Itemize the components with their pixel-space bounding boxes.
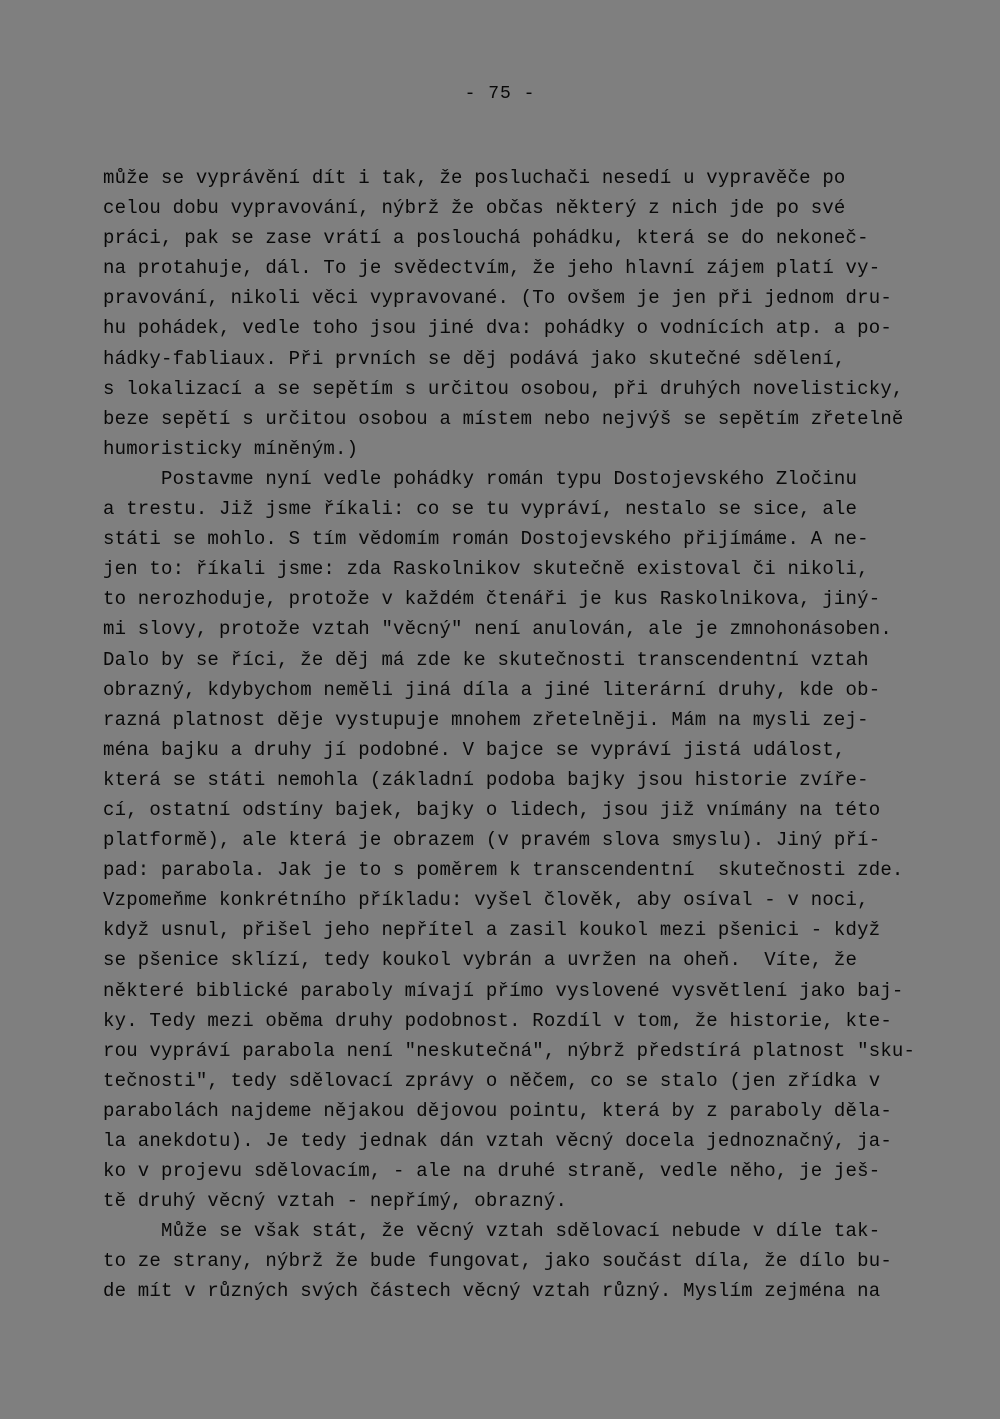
text-line: ména bajku a druhy jí podobné. V bajce se vypráví jistá událost, — [103, 738, 846, 761]
text-line: tě druhý věcný vztah - nepřímý, obrazný. — [103, 1190, 568, 1213]
body-text — [103, 163, 923, 1307]
text-line: to nerozhoduje, protože v každém čtenáři je kus Raskolnikova, jiný- — [103, 588, 881, 611]
text-line: platformě), ale která je obrazem (v pravém slova smyslu). Jiný pří- — [103, 829, 881, 852]
text-line: státi se mohlo. S tím vědomím román Dostojevského přijímáme. A ne- — [103, 528, 869, 551]
text-line: na protahuje, dál. To je svědectvím, že jeho hlavní zájem platí vy- — [103, 257, 881, 280]
text-line: pad: parabola. Jak je to s poměrem k transcendentní skutečnosti zde. — [103, 859, 904, 882]
text-line: obrazný, kdybychom neměli jiná díla a jiné literární druhy, kde ob- — [103, 678, 881, 701]
text-line: pravování, nikoli věci vypravované. (To ovšem je jen při jednom dru- — [103, 287, 892, 310]
text-line: rou vypráví parabola není "neskutečná", nýbrž předstírá platnost "sku- — [103, 1039, 916, 1062]
page-number: - 75 - — [464, 84, 536, 104]
text-line: Může se však stát, že věcný vztah sdělovací nebude v díle tak- — [103, 1220, 881, 1243]
text-line: práci, pak se zase vrátí a poslouchá pohádku, která se do nekoneč- — [103, 227, 869, 250]
text-line: mi slovy, protože vztah "věcný" není anulován, ale je zmnohonásoben. — [103, 618, 892, 641]
text-line: jen to: říkali jsme: zda Raskolnikov skutečně existoval či nikoli, — [103, 558, 869, 581]
text-line: humoristicky míněným.) — [103, 437, 359, 460]
text-line: beze sepětí s určitou osobou a místem nebo nejvýš se sepětím zřetelně — [103, 407, 904, 430]
text-line: hu pohádek, vedle toho jsou jiné dva: pohádky o vodnících atp. a po- — [103, 317, 892, 340]
text-line: tečnosti", tedy sdělovací zprávy o něčem, co se stalo (jen zřídka v — [103, 1069, 881, 1092]
text-line: se pšenice sklízí, tedy koukol vybrán a uvržen na oheň. Víte, že — [103, 949, 858, 972]
text-line: Postavme nyní vedle pohádky román typu Dostojevského Zločinu — [103, 467, 858, 490]
text-line: Dalo by se říci, že děj má zde ke skutečnosti transcendentní vztah — [103, 648, 869, 671]
text-line: cí, ostatní odstíny bajek, bajky o lidech, jsou již vnímány na této — [103, 798, 881, 821]
text-line: de mít v různých svých částech věcný vztah různý. Myslím zejména na — [103, 1280, 881, 1303]
text-line: la anekdotu). Je tedy jednak dán vztah věcný docela jednoznačný, ja- — [103, 1130, 892, 1152]
text-line: může se vyprávění dít i tak, že posluchači nesedí u vypravěče po — [103, 167, 846, 189]
text-line: razná platnost děje vystupuje mnohem zřetelněji. Mám na mysli zej- — [103, 708, 869, 731]
text-line: ky. Tedy mezi oběma druhy podobnost. Rozdíl v tom, že historie, kte- — [103, 1009, 892, 1032]
text-line: hádky-fabliaux. Při prvních se děj podává jako skutečné sdělení, — [103, 347, 846, 370]
text-line: ko v projevu sdělovacím, - ale na druhé straně, vedle něho, je ješ- — [103, 1160, 881, 1183]
text-line: když usnul, přišel jeho nepřítel a zasil koukol mezi pšenici - když — [103, 919, 881, 942]
text-line: to ze strany, nýbrž že bude fungovat, jako součást díla, že dílo bu- — [103, 1250, 892, 1273]
text-line: Vzpomeňme konkrétního příkladu: vyšel člověk, aby osíval - v noci, — [103, 889, 869, 912]
text-line: některé biblické paraboly mívají přímo vyslovené vysvětlení jako baj- — [103, 979, 904, 1002]
text-line: a trestu. Již jsme říkali: co se tu vypráví, nestalo se sice, ale — [103, 498, 858, 521]
text-line: která se státi nemohla (základní podoba bajky jsou historie zvíře- — [103, 768, 869, 791]
text-line: parabolách najdeme nějakou dějovou pointu, která by z paraboly děla- — [103, 1099, 892, 1122]
text-line: s lokalizací a se sepětím s určitou osobou, při druhých novelisticky, — [103, 377, 904, 400]
text-line: celou dobu vypravování, nýbrž že občas některý z nich jde po své — [103, 197, 846, 220]
